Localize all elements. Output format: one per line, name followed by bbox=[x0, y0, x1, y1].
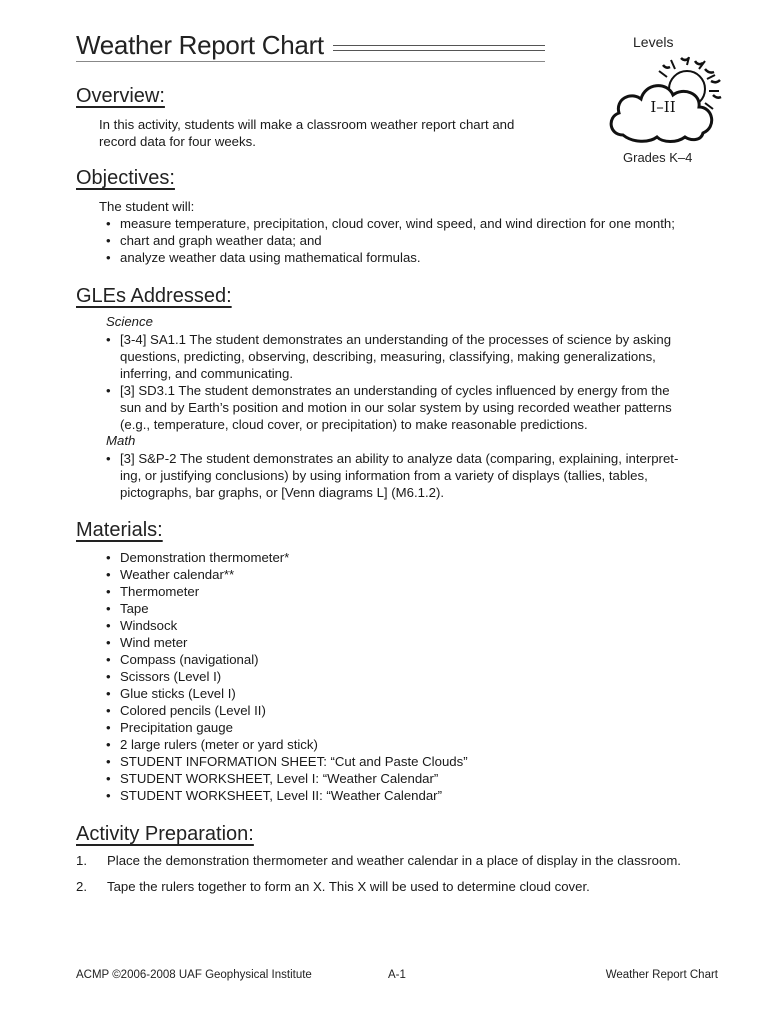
list-item: • Demonstration thermometer* bbox=[106, 549, 736, 566]
footer-copyright: ACMP ©2006-2008 UAF Geophysical Institute bbox=[76, 969, 312, 981]
gle-line: • [3] S&P-2 The student demonstrates an ability to analyze data (comparing, explaining, interpret- bbox=[120, 451, 679, 466]
gle-line: questions, predicting, observing, describing, measuring, classifying, making generalizations, bbox=[120, 349, 656, 364]
list-item: • analyze weather data using mathematical formulas. bbox=[106, 249, 736, 266]
list-item: • STUDENT WORKSHEET, Level I: “Weather Calendar” bbox=[106, 770, 736, 787]
list-item: • STUDENT INFORMATION SHEET: “Cut and Paste Clouds” bbox=[106, 753, 736, 770]
page-title: Weather Report Chart bbox=[76, 30, 324, 60]
list-item: • 2 large rulers (meter or yard stick) bbox=[106, 736, 736, 753]
list-item bbox=[106, 331, 736, 382]
footer-page-number: A-1 bbox=[388, 969, 406, 981]
grades-label: Grades K–4 bbox=[623, 150, 693, 165]
objectives-list bbox=[106, 215, 736, 266]
step-number: 1. bbox=[76, 853, 87, 868]
overview-text-line-2: record data for four weeks. bbox=[99, 134, 256, 149]
gle-line: sun and by Earth’s position and motion in our solar system by using recorded weather patterns bbox=[120, 400, 672, 415]
levels-label: Levels bbox=[633, 34, 674, 50]
overview-heading: Overview: bbox=[76, 85, 165, 107]
list-item: • Windsock bbox=[106, 617, 736, 634]
math-label: Math bbox=[106, 433, 136, 448]
list-item: • Compass (navigational) bbox=[106, 651, 736, 668]
list-item: • Thermometer bbox=[106, 583, 736, 600]
gle-line: • [3-4] SA1.1 The student demonstrates an understanding of the processes of science by asking bbox=[120, 332, 672, 347]
preparation-steps bbox=[76, 852, 736, 904]
step-number: 2. bbox=[76, 879, 87, 894]
title-rule bbox=[333, 45, 545, 51]
science-gle-list bbox=[106, 331, 736, 433]
step-text: Place the demonstration thermometer and weather calendar in a place of display in the classroom. bbox=[107, 853, 681, 868]
list-item: • Glue sticks (Level I) bbox=[106, 685, 736, 702]
gle-line: • [3] SD3.1 The student demonstrates an understanding of cycles influenced by energy from the bbox=[120, 383, 670, 398]
list-item: • Tape bbox=[106, 600, 736, 617]
overview-text-line-1: In this activity, students will make a classroom weather report chart and bbox=[99, 117, 515, 132]
materials-list bbox=[106, 549, 736, 804]
list-item bbox=[76, 878, 736, 904]
header-rule bbox=[76, 61, 545, 62]
list-item bbox=[106, 382, 736, 433]
gle-line: pictographs, bar graphs, or [Venn diagrams L] (M6.1.2). bbox=[120, 485, 444, 500]
list-item: • Wind meter bbox=[106, 634, 736, 651]
step-text: Tape the rulers together to form an X. This X will be used to determine cloud cover. bbox=[107, 879, 590, 894]
list-item: • measure temperature, precipitation, cloud cover, wind speed, and wind direction for one month; bbox=[106, 215, 736, 232]
list-item: • Scissors (Level I) bbox=[106, 668, 736, 685]
gle-line: (e.g., temperature, cloud cover, or precipitation) to make reasonable predictions. bbox=[120, 417, 588, 432]
list-item: • Colored pencils (Level II) bbox=[106, 702, 736, 719]
objectives-heading: Objectives: bbox=[76, 167, 175, 189]
list-item: • STUDENT WORKSHEET, Level II: “Weather Calendar” bbox=[106, 787, 736, 804]
list-item: • Precipitation gauge bbox=[106, 719, 736, 736]
preparation-heading: Activity Preparation: bbox=[76, 823, 254, 845]
objectives-intro: The student will: bbox=[99, 199, 195, 214]
materials-heading: Materials: bbox=[76, 519, 163, 541]
gle-line: ing, or justifying conclusions) by using information from a variety of displays (tallies, tables, bbox=[120, 468, 648, 483]
list-item bbox=[76, 852, 736, 878]
footer-document-title: Weather Report Chart bbox=[605, 969, 718, 981]
list-item bbox=[106, 450, 736, 501]
math-gle-list bbox=[106, 450, 736, 501]
list-item: • Weather calendar** bbox=[106, 566, 736, 583]
science-label: Science bbox=[106, 314, 153, 329]
gles-heading: GLEs Addressed: bbox=[76, 285, 232, 307]
list-item: • chart and graph weather data; and bbox=[106, 232, 736, 249]
level-range: I–II bbox=[650, 98, 676, 116]
gle-line: inferring, and communicating. bbox=[120, 366, 293, 381]
